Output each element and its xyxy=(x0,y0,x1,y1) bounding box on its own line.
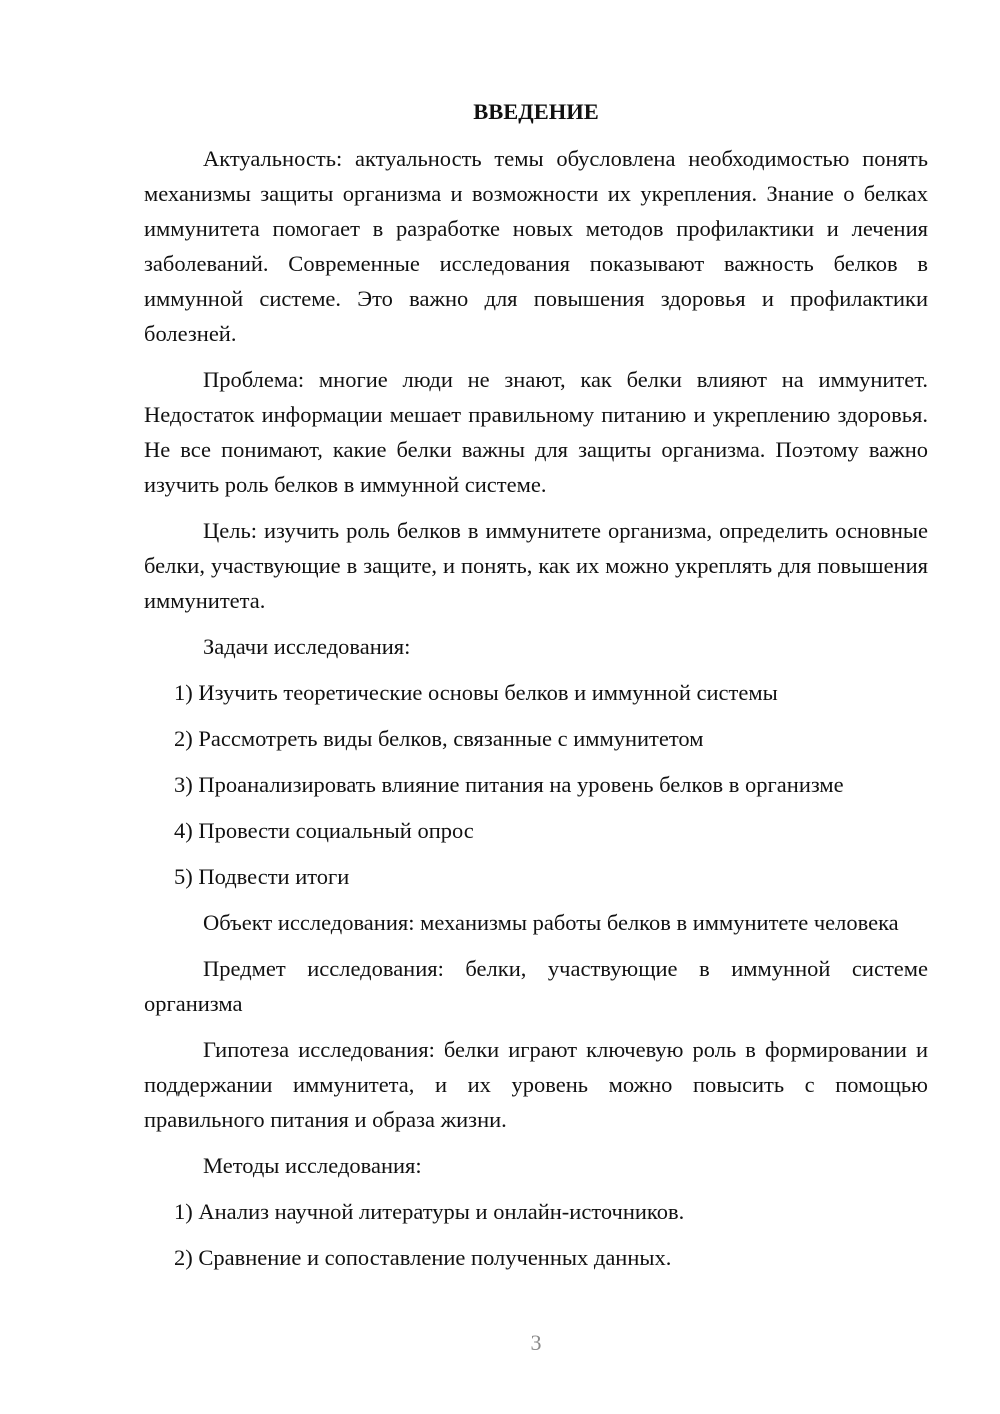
page-number: 3 xyxy=(530,1330,542,1355)
methods-heading: Методы исследования: xyxy=(203,1153,422,1178)
list-item: 1) Анализ научной литературы и онлайн-источников. xyxy=(174,1199,685,1224)
object-paragraph: Объект исследования: механизмы работы белков в иммунитете человека xyxy=(203,910,899,935)
page-title: ВВЕДЕНИЕ xyxy=(473,99,599,124)
list-item: 5) Подвести итоги xyxy=(174,864,350,889)
list-item: 2) Рассмотреть виды белков, связанные с иммунитетом xyxy=(174,726,704,751)
hypothesis-paragraph: Гипотеза исследования: белки играют ключевую роль в формировании и поддержании иммунитета, и их уровень можно повысить с помощью правильного питания и образа жизни. xyxy=(144,1037,928,1132)
relevance-paragraph: Актуальность: актуальность темы обусловлена необходимостью понять механизмы защиты организма и возможности их укрепления. Знание о белках иммунитета помогает в разработке новых методов профилактики и лечения заболеваний. Современные исследования показывают важность белков в иммунной системе. Это важно для повышения здоровья и профилактики болезней. xyxy=(144,146,928,346)
list-item: 3) Проанализировать влияние питания на уровень белков в организме xyxy=(174,772,844,797)
goal-paragraph: Цель: изучить роль белков в иммунитете организма, определить основные белки, участвующие в защите, и понять, как их можно укреплять для повышения иммунитета. xyxy=(144,518,928,613)
methods-list xyxy=(144,1194,928,1275)
subject-paragraph: Предмет исследования: белки, участвующие в иммунной системе организма xyxy=(144,956,928,1016)
list-item: 1) Изучить теоретические основы белков и иммунной системы xyxy=(174,680,778,705)
list-item: 4) Провести социальный опрос xyxy=(174,818,474,843)
list-item: 2) Сравнение и сопоставление полученных данных. xyxy=(174,1245,672,1270)
tasks-heading: Задачи исследования: xyxy=(203,634,411,659)
tasks-list xyxy=(144,675,928,894)
page-content xyxy=(144,94,928,1286)
problem-paragraph: Проблема: многие люди не знают, как белки влияют на иммунитет. Недостаток информации мешает правильному питанию и укреплению здоровья. Не все понимают, какие белки важны для защиты организма. Поэтому важно изучить роль белков в иммунной системе. xyxy=(144,367,928,497)
